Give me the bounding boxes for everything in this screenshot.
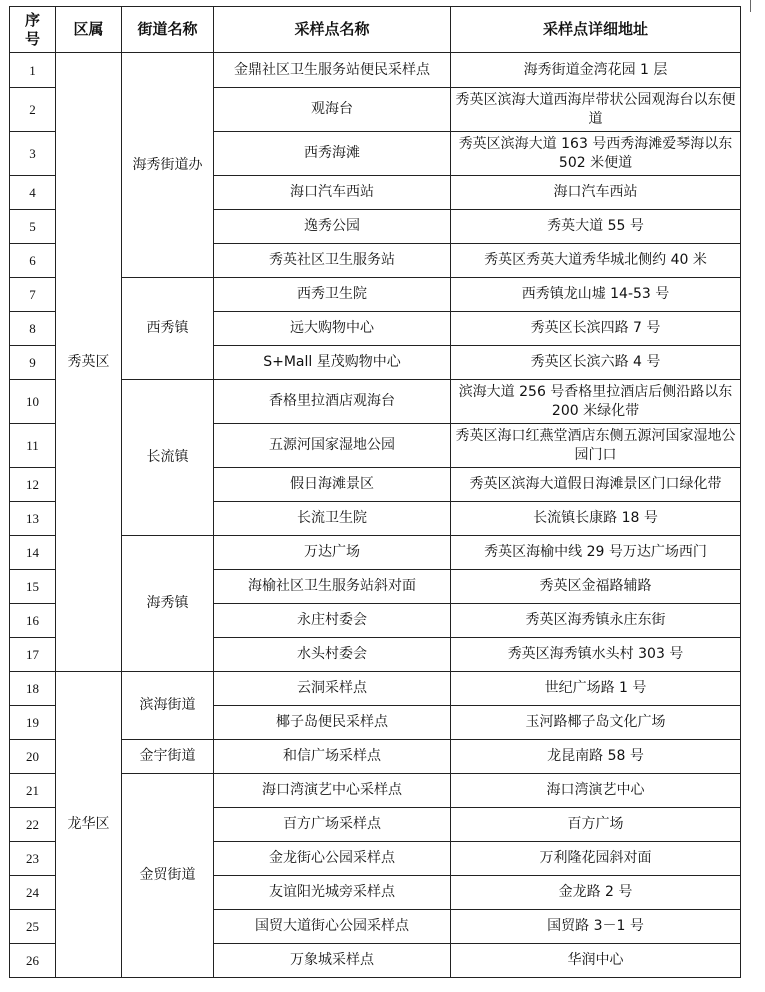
address-cell: 秀英区长滨四路 7 号 xyxy=(451,312,741,346)
address-cell: 玉河路椰子岛文化广场 xyxy=(451,706,741,740)
address-cell: 龙昆南路 58 号 xyxy=(451,740,741,774)
row-number: 17 xyxy=(10,638,56,672)
site-name-cell: 国贸大道街心公园采样点 xyxy=(214,910,451,944)
site-name-cell: 五源河国家湿地公园 xyxy=(214,424,451,468)
address-cell: 国贸路 3－1 号 xyxy=(451,910,741,944)
site-name-cell: 椰子岛便民采样点 xyxy=(214,706,451,740)
street-cell: 西秀镇 xyxy=(122,278,214,380)
row-number: 11 xyxy=(10,424,56,468)
row-number: 20 xyxy=(10,740,56,774)
street-cell: 滨海街道 xyxy=(122,672,214,740)
site-name-cell: 长流卫生院 xyxy=(214,502,451,536)
crop-mark xyxy=(750,0,753,12)
address-cell: 海秀街道金湾花园 1 层 xyxy=(451,53,741,88)
site-name-cell: 金鼎社区卫生服务站便民采样点 xyxy=(214,53,451,88)
row-number: 25 xyxy=(10,910,56,944)
address-cell: 秀英区海秀镇永庄东街 xyxy=(451,604,741,638)
sampling-sites-table xyxy=(9,6,741,978)
address-cell: 百方广场 xyxy=(451,808,741,842)
address-cell: 秀英区海榆中线 29 号万达广场西门 xyxy=(451,536,741,570)
address-cell: 万利隆花园斜对面 xyxy=(451,842,741,876)
site-name-cell: 香格里拉酒店观海台 xyxy=(214,380,451,424)
row-number: 24 xyxy=(10,876,56,910)
address-cell: 秀英区滨海大道假日海滩景区门口绿化带 xyxy=(451,468,741,502)
header-address: 采样点详细地址 xyxy=(451,7,741,53)
address-cell: 华润中心 xyxy=(451,944,741,978)
address-cell: 滨海大道 256 号香格里拉酒店后侧沿路以东 200 米绿化带 xyxy=(451,380,741,424)
site-name-cell: 假日海滩景区 xyxy=(214,468,451,502)
row-number: 9 xyxy=(10,346,56,380)
address-cell: 秀英大道 55 号 xyxy=(451,210,741,244)
site-name-cell: 万象城采样点 xyxy=(214,944,451,978)
street-cell: 海秀镇 xyxy=(122,536,214,672)
row-number: 16 xyxy=(10,604,56,638)
header-seq: 序号 xyxy=(10,7,56,53)
site-name-cell: 秀英社区卫生服务站 xyxy=(214,244,451,278)
row-number: 6 xyxy=(10,244,56,278)
street-cell: 长流镇 xyxy=(122,380,214,536)
site-name-cell: 海口汽车西站 xyxy=(214,176,451,210)
row-number: 4 xyxy=(10,176,56,210)
address-cell: 秀英区海口红燕堂酒店东侧五源河国家湿地公园门口 xyxy=(451,424,741,468)
row-number: 23 xyxy=(10,842,56,876)
site-name-cell: 远大购物中心 xyxy=(214,312,451,346)
address-cell: 海口湾演艺中心 xyxy=(451,774,741,808)
row-number: 13 xyxy=(10,502,56,536)
row-number: 14 xyxy=(10,536,56,570)
address-cell: 秀英区滨海大道 163 号西秀海滩爱琴海以东 502 米便道 xyxy=(451,132,741,176)
address-cell: 金龙路 2 号 xyxy=(451,876,741,910)
header-district: 区属 xyxy=(56,7,122,53)
row-number: 2 xyxy=(10,88,56,132)
row-number: 3 xyxy=(10,132,56,176)
street-cell: 海秀街道办 xyxy=(122,53,214,278)
header-site: 采样点名称 xyxy=(214,7,451,53)
table-row xyxy=(10,672,741,706)
site-name-cell: 观海台 xyxy=(214,88,451,132)
row-number: 7 xyxy=(10,278,56,312)
address-cell: 海口汽车西站 xyxy=(451,176,741,210)
address-cell: 西秀镇龙山墟 14-53 号 xyxy=(451,278,741,312)
site-name-cell: 和信广场采样点 xyxy=(214,740,451,774)
district-cell: 龙华区 xyxy=(56,672,122,978)
street-cell: 金贸街道 xyxy=(122,774,214,978)
site-name-cell: S+Mall 星茂购物中心 xyxy=(214,346,451,380)
row-number: 15 xyxy=(10,570,56,604)
site-name-cell: 金龙街心公园采样点 xyxy=(214,842,451,876)
site-name-cell: 西秀海滩 xyxy=(214,132,451,176)
table-row xyxy=(10,53,741,88)
address-cell: 秀英区金福路辅路 xyxy=(451,570,741,604)
row-number: 8 xyxy=(10,312,56,346)
row-number: 19 xyxy=(10,706,56,740)
address-cell: 秀英区秀英大道秀华城北侧约 40 米 xyxy=(451,244,741,278)
address-cell: 长流镇长康路 18 号 xyxy=(451,502,741,536)
site-name-cell: 友谊阳光城旁采样点 xyxy=(214,876,451,910)
site-name-cell: 逸秀公园 xyxy=(214,210,451,244)
site-name-cell: 云洞采样点 xyxy=(214,672,451,706)
row-number: 5 xyxy=(10,210,56,244)
street-cell: 金宇街道 xyxy=(122,740,214,774)
row-number: 26 xyxy=(10,944,56,978)
row-number: 12 xyxy=(10,468,56,502)
address-cell: 秀英区滨海大道西海岸带状公园观海台以东便道 xyxy=(451,88,741,132)
address-cell: 秀英区海秀镇水头村 303 号 xyxy=(451,638,741,672)
row-number: 22 xyxy=(10,808,56,842)
site-name-cell: 海榆社区卫生服务站斜对面 xyxy=(214,570,451,604)
site-name-cell: 海口湾演艺中心采样点 xyxy=(214,774,451,808)
address-cell: 世纪广场路 1 号 xyxy=(451,672,741,706)
row-number: 10 xyxy=(10,380,56,424)
district-cell: 秀英区 xyxy=(56,53,122,672)
row-number: 1 xyxy=(10,53,56,88)
site-name-cell: 永庄村委会 xyxy=(214,604,451,638)
site-name-cell: 万达广场 xyxy=(214,536,451,570)
row-number: 18 xyxy=(10,672,56,706)
header-row xyxy=(10,7,741,53)
row-number: 21 xyxy=(10,774,56,808)
site-name-cell: 水头村委会 xyxy=(214,638,451,672)
site-name-cell: 西秀卫生院 xyxy=(214,278,451,312)
header-street: 街道名称 xyxy=(122,7,214,53)
address-cell: 秀英区长滨六路 4 号 xyxy=(451,346,741,380)
site-name-cell: 百方广场采样点 xyxy=(214,808,451,842)
